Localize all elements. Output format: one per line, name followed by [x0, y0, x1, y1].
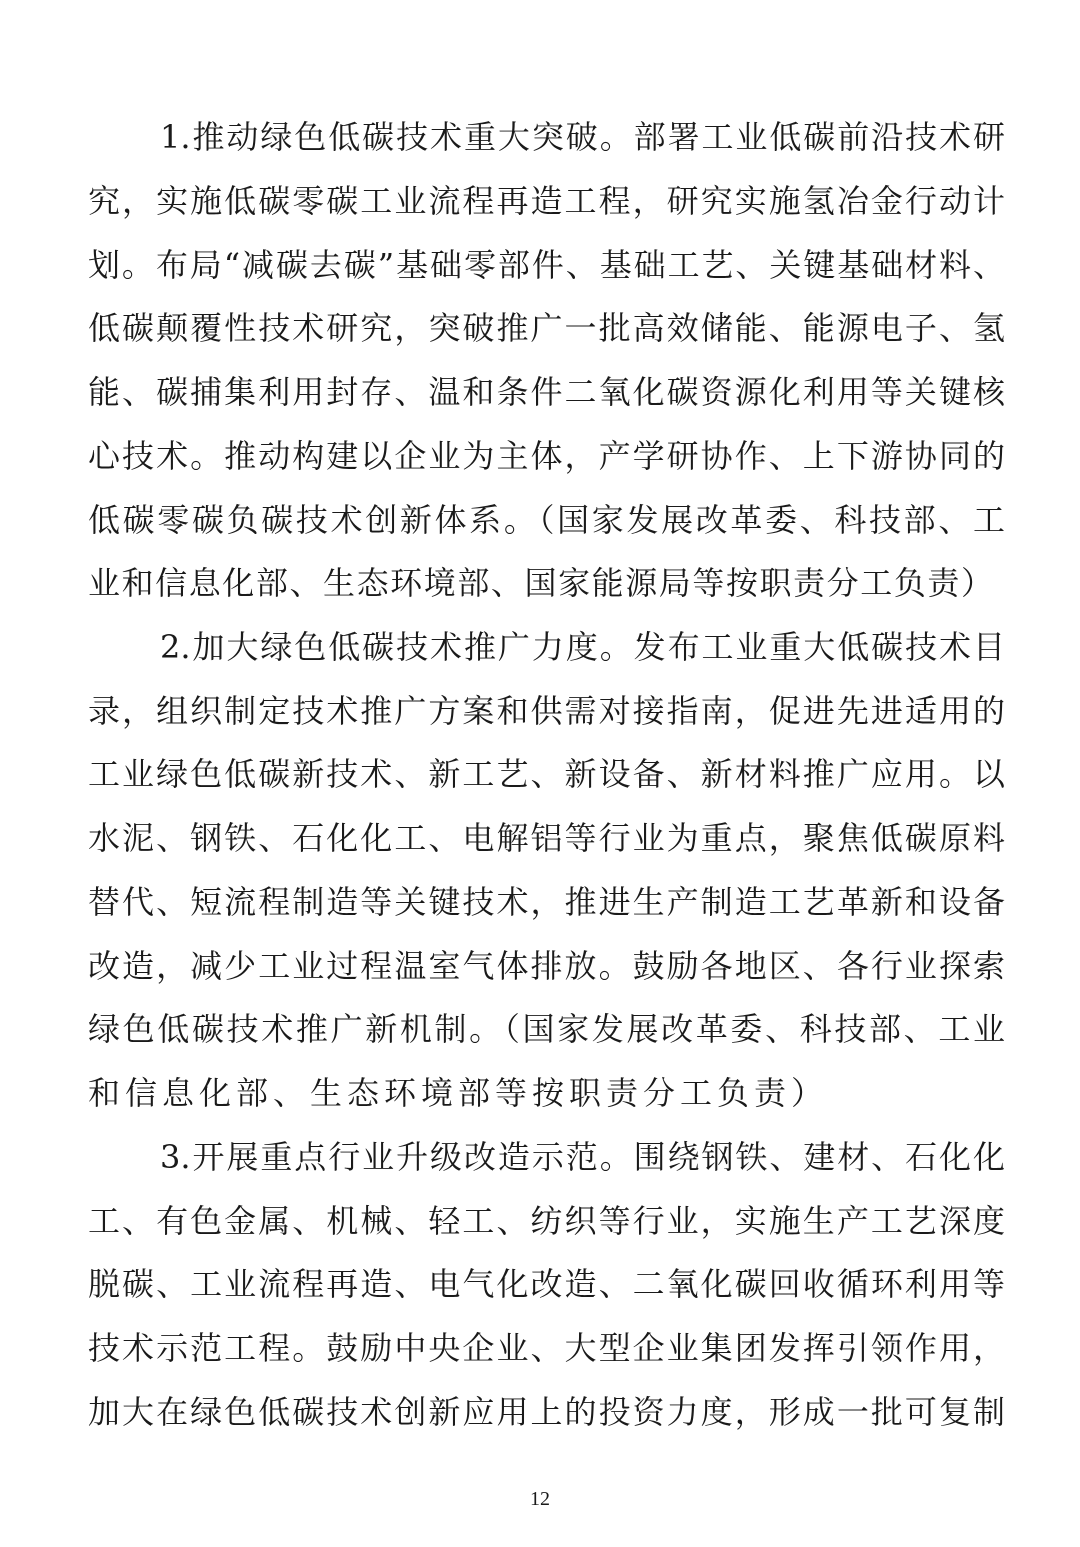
text-line [0, 235, 1080, 295]
text-line [0, 808, 1080, 868]
text-line [0, 171, 1080, 231]
text-line-content: 加大在绿色低碳技术创新应用上的投资力度，形成一批可复制 [88, 1393, 1005, 1431]
text-line-content: 划。布局“减碳去碳”基础零部件、基础工艺、关键基础材料、 [88, 246, 1005, 284]
text-line-content: 低碳零碳负碳技术创新体系。（国家发展改革委、科技部、工 [88, 501, 1005, 539]
text-line-content: 录，组织制定技术推广方案和供需对接指南，促进先进适用的 [88, 692, 1005, 730]
page-number: 12 [530, 1488, 550, 1510]
text-line [0, 553, 1080, 613]
text-line [0, 681, 1080, 741]
text-line-content: 心技术。推动构建以企业为主体，产学研协作、上下游协同的 [88, 437, 1005, 475]
text-line [0, 617, 1080, 677]
text-line-content: 和信息化部、生态环境部等按职责分工负责） [88, 1074, 829, 1112]
text-line [0, 107, 1080, 167]
text-line [0, 1382, 1080, 1442]
text-line-content: 究，实施低碳零碳工业流程再造工程，研究实施氢冶金行动计 [88, 182, 1005, 220]
text-line-content: 水泥、钢铁、石化化工、电解铝等行业为重点，聚焦低碳原料 [88, 819, 1005, 857]
text-line-content: 工业绿色低碳新技术、新工艺、新设备、新材料推广应用。以 [88, 755, 1005, 793]
text-line-content: 1.推动绿色低碳技术重大突破。部署工业低碳前沿技术研 [160, 118, 1005, 156]
text-line [0, 936, 1080, 996]
text-line [0, 1254, 1080, 1314]
text-line [0, 1318, 1080, 1378]
text-line-content: 改造，减少工业过程温室气体排放。鼓励各地区、各行业探索 [88, 947, 1005, 985]
text-line-content: 业和信息化部、生态环境部、国家能源局等按职责分工负责） [88, 564, 993, 602]
text-line-content: 技术示范工程。鼓励中央企业、大型企业集团发挥引领作用， [88, 1329, 1005, 1367]
text-line [0, 999, 1080, 1059]
text-line [0, 1127, 1080, 1187]
text-line-content: 2.加大绿色低碳技术推广力度。发布工业重大低碳技术目 [160, 628, 1005, 666]
text-line-content: 低碳颠覆性技术研究，突破推广一批高效储能、能源电子、氢 [88, 309, 1005, 347]
text-line-content: 工、有色金属、机械、轻工、纺织等行业，实施生产工艺深度 [88, 1202, 1005, 1240]
text-line-content: 绿色低碳技术推广新机制。（国家发展改革委、科技部、工业 [88, 1010, 1005, 1048]
text-line-content: 3.开展重点行业升级改造示范。围绕钢铁、建材、石化化 [160, 1138, 1005, 1176]
text-line [0, 872, 1080, 932]
text-line [0, 1063, 1080, 1123]
text-line [0, 426, 1080, 486]
text-line-content: 能、碳捕集利用封存、温和条件二氧化碳资源化利用等关键核 [88, 373, 1005, 411]
text-line-content: 替代、短流程制造等关键技术，推进生产制造工艺革新和设备 [88, 883, 1005, 921]
text-line-content: 脱碳、工业流程再造、电气化改造、二氧化碳回收循环利用等 [88, 1265, 1005, 1303]
text-line [0, 490, 1080, 550]
text-line [0, 744, 1080, 804]
text-line [0, 1191, 1080, 1251]
text-line [0, 298, 1080, 358]
text-line [0, 362, 1080, 422]
